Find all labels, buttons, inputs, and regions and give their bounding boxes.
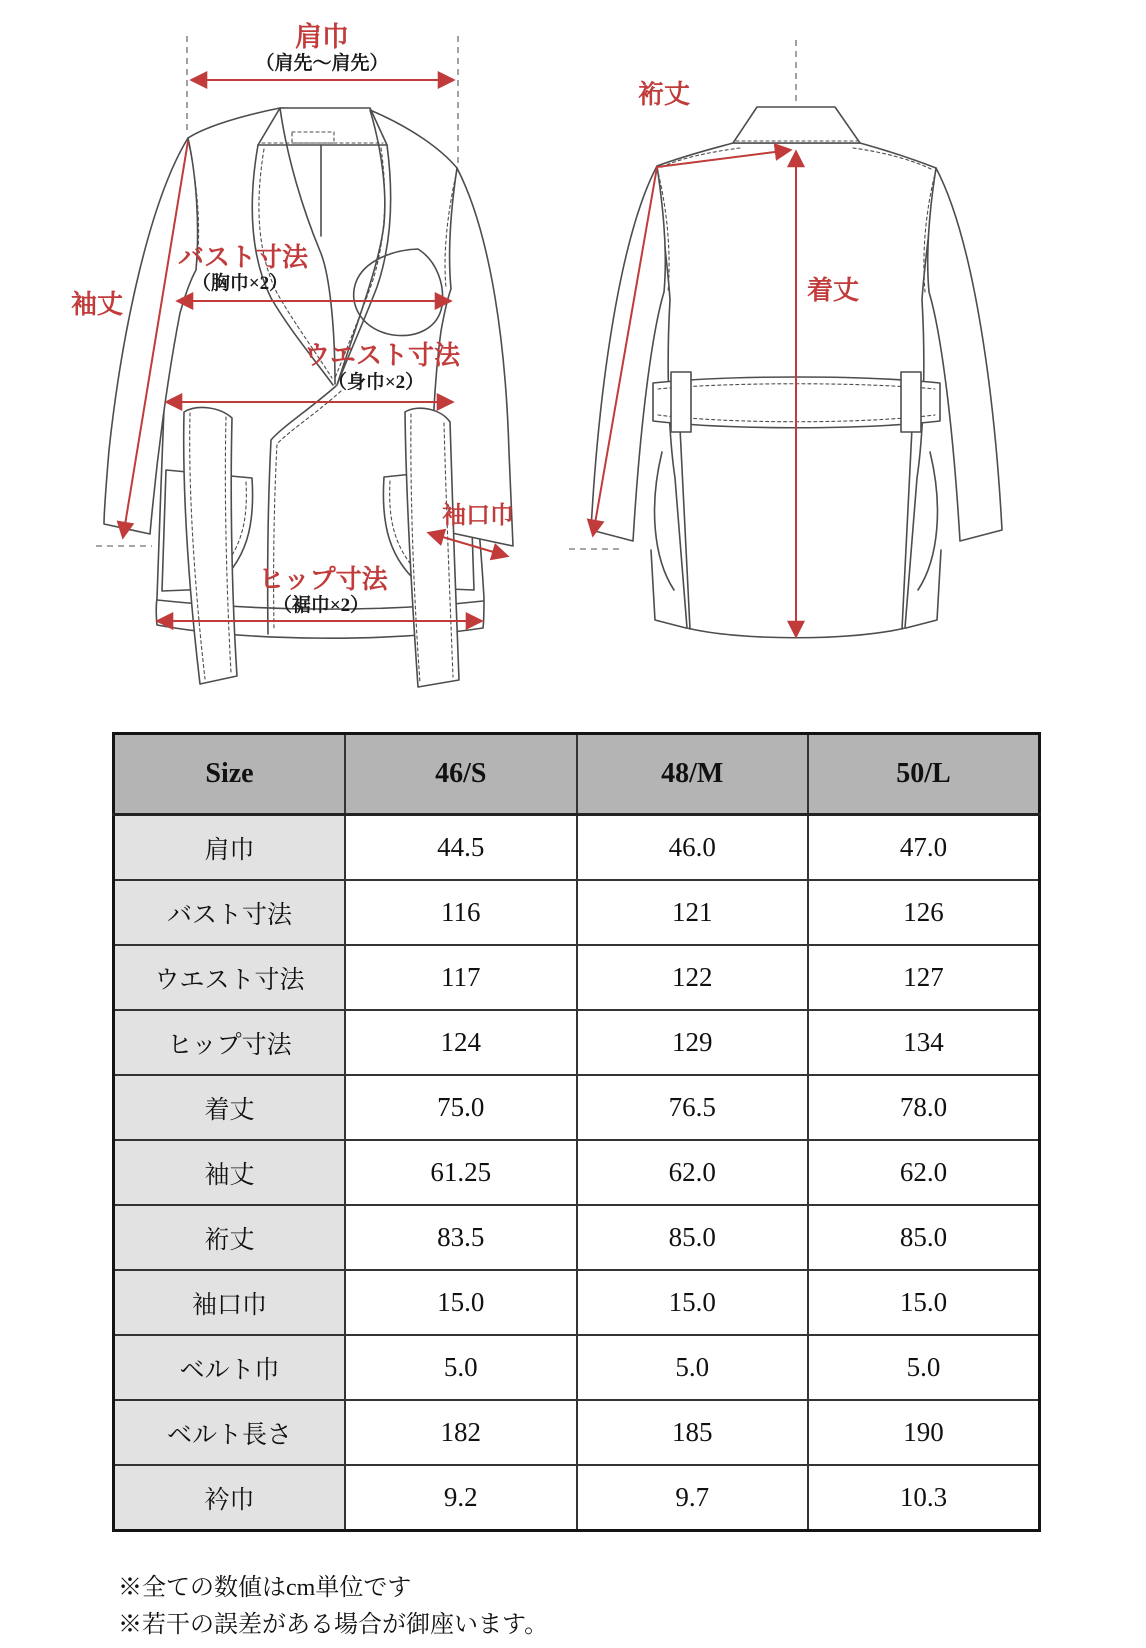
cell-value: 85.0 bbox=[808, 1205, 1040, 1270]
row-label: バスト寸法 bbox=[114, 880, 346, 945]
front-collar-stand bbox=[258, 108, 387, 145]
row-label: 袖口巾 bbox=[114, 1270, 346, 1335]
cell-value: 5.0 bbox=[345, 1335, 577, 1400]
bust-sublabel: （胸巾×2） bbox=[191, 273, 289, 294]
table-row-belt-width bbox=[114, 1335, 1040, 1400]
cell-value: 9.2 bbox=[345, 1465, 577, 1531]
table-row-hip bbox=[114, 1010, 1040, 1075]
back-right-sleeve bbox=[928, 168, 1002, 541]
row-label: 着丈 bbox=[114, 1075, 346, 1140]
row-label: ベルト長さ bbox=[114, 1400, 346, 1465]
table-row-sleeve-length bbox=[114, 1140, 1040, 1205]
back-right-belt-loop bbox=[901, 372, 921, 432]
cell-value: 85.0 bbox=[577, 1205, 809, 1270]
row-label: ウエスト寸法 bbox=[114, 945, 346, 1010]
cell-value: 124 bbox=[345, 1010, 577, 1075]
cell-value: 75.0 bbox=[345, 1075, 577, 1140]
shoulder-width-label: 肩巾 bbox=[295, 22, 349, 52]
front-left-belt-tie bbox=[184, 407, 237, 684]
cell-value: 121 bbox=[577, 880, 809, 945]
footnote-tolerance: ※若干の誤差がある場合が御座います。 bbox=[118, 1612, 549, 1638]
table-row-body-length bbox=[114, 1075, 1040, 1140]
sleeve-length-label: 袖丈 bbox=[70, 290, 124, 319]
row-label: 衿巾 bbox=[114, 1465, 346, 1531]
cell-value: 126 bbox=[808, 880, 1040, 945]
col-header-48m: 48/M bbox=[577, 734, 809, 815]
table-row-shoulder bbox=[114, 815, 1040, 881]
table-row-collar-width bbox=[114, 1465, 1040, 1531]
measurement-diagram bbox=[0, 0, 1146, 690]
footnotes bbox=[118, 1570, 548, 1644]
cell-value: 76.5 bbox=[577, 1075, 809, 1140]
bust-label: バスト寸法 bbox=[177, 243, 309, 272]
cell-value: 116 bbox=[345, 880, 577, 945]
table-row-bust bbox=[114, 880, 1040, 945]
body-length-label: 着丈 bbox=[806, 276, 860, 305]
cell-value: 62.0 bbox=[808, 1140, 1040, 1205]
cell-value: 5.0 bbox=[808, 1335, 1040, 1400]
cell-value: 190 bbox=[808, 1400, 1040, 1465]
cell-value: 182 bbox=[345, 1400, 577, 1465]
col-header-size: Size bbox=[114, 734, 346, 815]
cell-value: 44.5 bbox=[345, 815, 577, 881]
cell-value: 134 bbox=[808, 1010, 1040, 1075]
yuki-length-label: 裄丈 bbox=[637, 80, 691, 109]
cell-value: 127 bbox=[808, 945, 1040, 1010]
shoulder-width-sublabel: （肩先～肩先） bbox=[255, 53, 389, 74]
waist-sublabel: （身巾×2） bbox=[327, 372, 425, 393]
row-label: ヒップ寸法 bbox=[114, 1010, 346, 1075]
back-collar bbox=[733, 107, 860, 143]
table-row-yuki-length bbox=[114, 1205, 1040, 1270]
col-header-50l: 50/L bbox=[808, 734, 1040, 815]
cell-value: 83.5 bbox=[345, 1205, 577, 1270]
table-row-cuff-width bbox=[114, 1270, 1040, 1335]
hip-label: ヒップ寸法 bbox=[258, 565, 388, 594]
cell-value: 10.3 bbox=[808, 1465, 1040, 1531]
row-label: ベルト巾 bbox=[114, 1335, 346, 1400]
back-left-belt-loop bbox=[671, 372, 691, 432]
cell-value: 46.0 bbox=[577, 815, 809, 881]
cell-value: 122 bbox=[577, 945, 809, 1010]
cell-value: 78.0 bbox=[808, 1075, 1040, 1140]
cell-value: 15.0 bbox=[345, 1270, 577, 1335]
cell-value: 117 bbox=[345, 945, 577, 1010]
cell-value: 61.25 bbox=[345, 1140, 577, 1205]
table-row-belt-length bbox=[114, 1400, 1040, 1465]
cell-value: 185 bbox=[577, 1400, 809, 1465]
row-label: 袖丈 bbox=[114, 1140, 346, 1205]
hip-sublabel: （裾巾×2） bbox=[272, 595, 370, 616]
cell-value: 129 bbox=[577, 1010, 809, 1075]
row-label: 肩巾 bbox=[114, 815, 346, 881]
table-header-row bbox=[114, 734, 1040, 815]
waist-label: ウエスト寸法 bbox=[303, 341, 461, 370]
cell-value: 47.0 bbox=[808, 815, 1040, 881]
cuff-width-label: 袖口巾 bbox=[442, 503, 514, 529]
table-row-waist bbox=[114, 945, 1040, 1010]
cell-value: 62.0 bbox=[577, 1140, 809, 1205]
row-label: 裄丈 bbox=[114, 1205, 346, 1270]
footnote-units: ※全ての数値はcm単位です bbox=[118, 1575, 412, 1601]
cell-value: 15.0 bbox=[577, 1270, 809, 1335]
cell-value: 5.0 bbox=[577, 1335, 809, 1400]
col-header-46s: 46/S bbox=[345, 734, 577, 815]
size-table bbox=[112, 732, 1041, 1532]
cell-value: 9.7 bbox=[577, 1465, 809, 1531]
cell-value: 15.0 bbox=[808, 1270, 1040, 1335]
